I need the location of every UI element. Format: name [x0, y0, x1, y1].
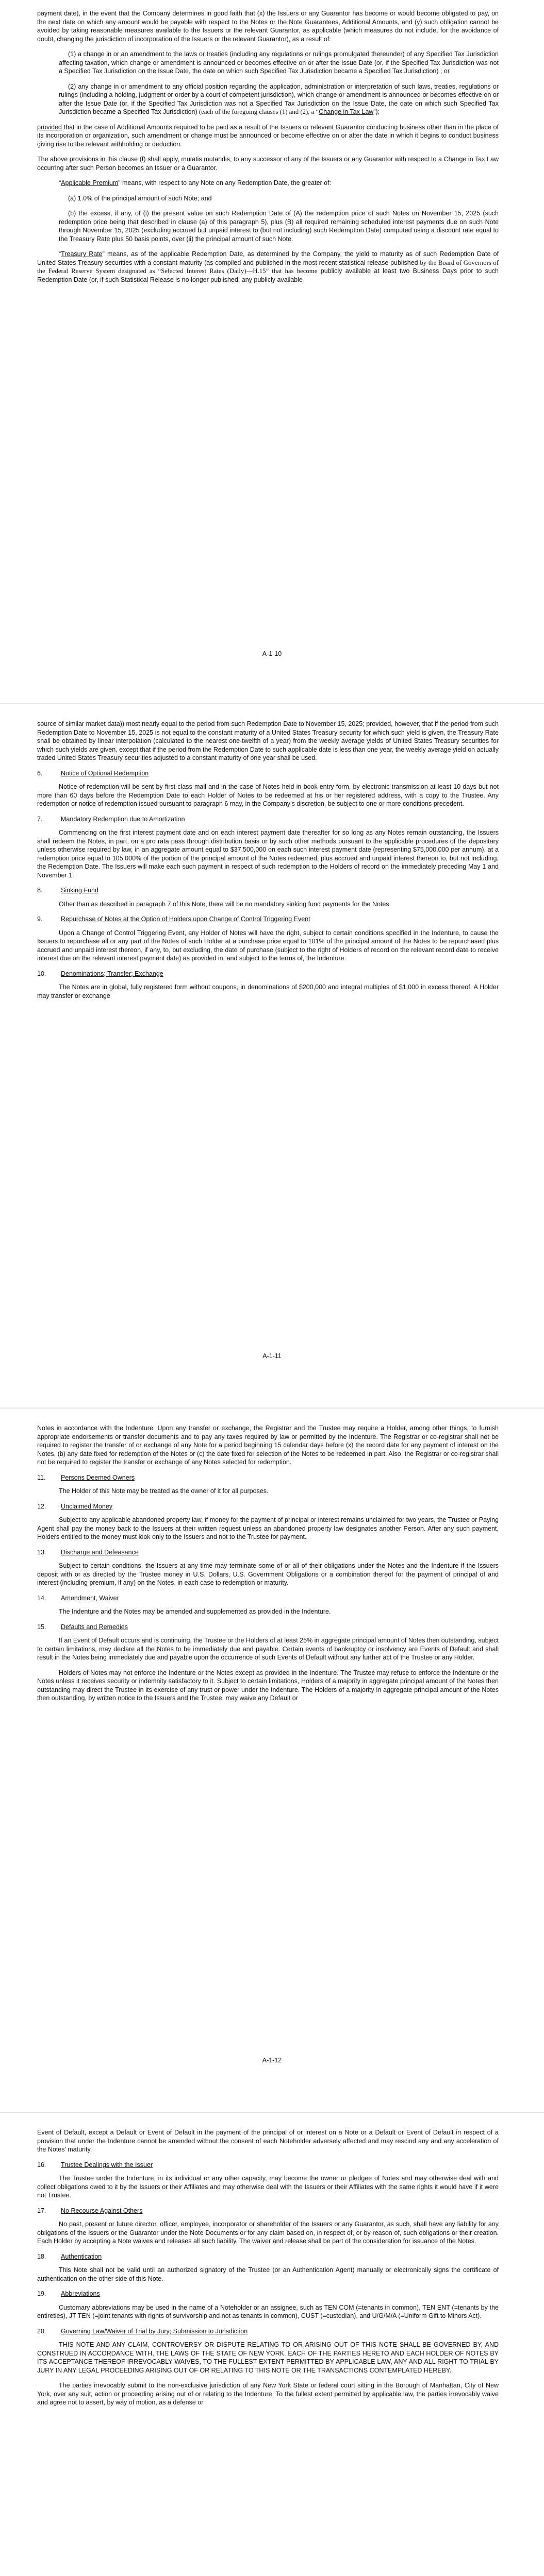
- quote-open: “: [59, 250, 61, 258]
- section-14-body: The Indenture and the Notes may be amended and supplemented as provided in the Indenture.: [59, 1608, 331, 1615]
- section-number: 9.: [37, 916, 43, 923]
- paragraph-provided: [37, 123, 499, 149]
- section-title: Discharge and Defeasance: [61, 1548, 139, 1556]
- paragraph-above-provisions: The above provisions in this clause (f) shall apply, mutatis mutandis, to any successor of any of the Issuers or any Guarantor with respect to a Change in Tax Law occurring after such Person becomes an Issuer or a Guarantor.: [37, 156, 499, 172]
- section-16-body: The Trustee under the Indenture, in its individual or any other capacity, may become the owner or pledgee of Notes and may otherwise deal with and collect obligations owed to it by the Issuers or their Affiliates and may otherwise deal with the Issuers or their Affiliates with the same rights it would have if it were not Trustee.: [37, 2175, 499, 2199]
- quote-open: “: [59, 179, 61, 187]
- section-18-body: This Note shall not be valid until an authorized signatory of the Trustee (or an Authentication Agent) manually or electronically signs the certificate of authentication on the other side of this Note.: [37, 2266, 499, 2282]
- section-number: 17.: [37, 2207, 46, 2214]
- section-heading-15: [37, 1623, 499, 1632]
- section-number: 10.: [37, 970, 46, 977]
- provided-text: that in the case of Additional Amounts required to be paid as a result of the Issuers or relevant Guarantor conducting business other than in the place of its incorporation or organization, such amendment or change must be announced or become effective on or after the date in which it begins to conduct business giving rise to the relevant withholding or deduction.: [37, 123, 499, 148]
- section-heading-17: [37, 2207, 499, 2215]
- section-heading-8: [37, 886, 499, 895]
- paragraph-event-of-default: Event of Default, except a Default or Event of Default in the payment of the principal of or interest on a Note or a Default or Event of Default in respect of a provision that under the Indenture cannot be amended without the consent of each Noteholder adversely affected and may rescind any and any acceleration of the Notes’ maturity.: [37, 2129, 499, 2153]
- clause-2: [37, 82, 499, 116]
- section-heading-10: [37, 970, 499, 978]
- section-title: Mandatory Redemption due to Amortization: [61, 815, 185, 823]
- section-heading-11: [37, 1473, 499, 1482]
- section-title: Authentication: [61, 2252, 102, 2260]
- section-title: Defaults and Remedies: [61, 1623, 128, 1631]
- section-9-body: Upon a Change of Control Triggering Event, any Holder of Notes will have the right, subject to certain conditions specified in the Indenture, to cause the Issuers to repurchase all or any part of the Notes of such Holder at a purchase price equal to 101% of the principal amount of the Notes to be repurchased plus accrued and unpaid interest thereon, if any, to, but excluding, the date of purchase (subject to the right of Holders of record on the relevant record date to receive interest due on the relevant interest payment date) as provided in, and subject to the terms of, the Indenture.: [37, 929, 499, 962]
- section-number: 15.: [37, 1623, 46, 1631]
- section-13-body: Subject to certain conditions, the Issuers at any time may terminate some of or all of their obligations under the Notes and the Indenture if the Issuers deposit with or as directed by the Trustee money in U.S. Dollars, U.S. Government Obligations or a combination thereof for the payment of principal of and interest (including premium, if any) on the Notes, in each case to redemption or maturity.: [37, 1562, 499, 1586]
- paragraph-source: source of similar market data)) most nearly equal to the period from such Redemption Date to November 15, 2025; provided, however, that if the period from such Redemption Date to November 15, 2025 is not equal to the constant maturity of a United States Treasury security for which such yield is given, the Treasury Rate shall be obtained by linear interpolation (calculated to the nearest one-twelfth of a year) from the weekly average yields of United States Treasury securities for which such yields are given, except that if the period from the Redemption Date to such applicable date is less than one year, the weekly average yield on actually traded United States Treasury securities adjusted to a constant maturity of one year shall be used.: [37, 720, 499, 761]
- section-heading-13: [37, 1548, 499, 1557]
- defined-term-treasury-rate: Treasury Rate: [61, 250, 103, 258]
- page-number: A-1-12: [262, 2057, 282, 2064]
- section-heading-20: [37, 2327, 499, 2336]
- paragraph-intro: payment date), in the event that the Company determines in good faith that (x) the Issuers or any Guarantor has become or would become obligated to pay, on the next date on which any amount would be payable with respect to the Notes or the Note Guarantees, Additional Amounts, and (y) such obligation cannot be avoided by taking reasonable measures available to the Issuers or the relevant Guarantor, as applicable (which measures do not include, for the avoidance of doubt, changing the jurisdiction of incorporation of the Issuers or the relevant Guarantor), as a result of:: [37, 10, 499, 43]
- provided-term: provided: [37, 123, 62, 131]
- section-11-body: The Holder of this Note may be treated as the owner of it for all purposes.: [59, 1487, 269, 1495]
- section-heading-9: [37, 915, 499, 924]
- defined-term-change-in-tax-law: Change in Tax Law: [319, 108, 374, 115]
- clause-a: (a) 1.0% of the principal amount of such Note; and: [68, 194, 212, 202]
- section-number: 7.: [37, 815, 43, 823]
- section-19-body: Customary abbreviations may be used in the name of a Noteholder or an assignee, such as TEN COM (=tenants in common), TEN ENT (=tenants by the entireties), JT TEN (=joint tenants with rights of survivorship and not as tenants in common), CUST (=custodian), and U/G/M/A (=Uniform Gift to Minors Act).: [37, 2303, 499, 2319]
- section-number: 16.: [37, 2161, 46, 2168]
- page-body: [37, 2128, 499, 2414]
- section-15-body-2: Holders of Notes may not enforce the Indenture or the Notes except as provided in the Indenture. The Trustee may refuse to enforce the Indenture or the Notes unless it receives security or indemnity satisfactory to it. Subject to certain limitations, Holders of a majority in aggregate principal amount of the Notes then outstanding may direct the Trustee in its exercise of any trust or power under the Indenture. The Holders of a majority in aggregate principal amount of the Notes then outstanding, by written notice to the Issuers and the Trustee, may waive any Default or: [37, 1669, 499, 1702]
- section-7-body: Commencing on the first interest payment date and on each interest payment date thereafter for so long as any Notes remain outstanding, the Issuers shall redeem the Notes, in part, on a pro rata pass through distribution basis or by such other methods pursuant to the applicable procedures of the depositary unless otherwise required by law, in an aggregate amount equal to $37,500,000 on each such interest payment date (representing $75,000,000 per annum), at a redemption price equal to 105.000% of the portion of the principal amount of the Notes redeemed, plus accrued and unpaid interest thereon to, but not including, the Redemption Date. The Issuers will make each such payment in respect of such redemption to the Holders of record on the immediately preceding May 1 and November 1.: [37, 829, 499, 879]
- section-number: 12.: [37, 1502, 46, 1510]
- section-title: Trustee Dealings with the Issuer: [61, 2161, 153, 2168]
- page-number: A-1-10: [262, 650, 282, 657]
- section-number: 8.: [37, 887, 43, 894]
- section-title: Unclaimed Money: [61, 1502, 113, 1510]
- section-number: 19.: [37, 2290, 46, 2297]
- definition-applicable-premium: [37, 179, 499, 188]
- section-20-body-1: THIS NOTE AND ANY CLAIM, CONTROVERSY OR DISPUTE RELATING TO OR ARISING OUT OF THIS NOTE SHALL BE GOVERNED BY, AND CONSTRUED IN ACCORDANCE WITH, THE LAWS OF THE STATE OF NEW YORK. EACH OF THE PARTIES HERETO AND EACH HOLDER OF NOTES BY ITS ACCEPTANCE THEREOF IRREVOCABLY WAIVES, TO THE FULLEST EXTENT PERMITTED BY APPLICABLE LAW, ANY AND ALL RIGHT TO TRIAL BY JURY IN ANY LEGAL PROCEEDING ARISING OUT OF OR RELATING TO THIS NOTE OR THE TRANSACTIONS CONTEMPLATED HEREBY.: [37, 2341, 499, 2374]
- definition-inline-serif: by the Board of Governors of the Federal Reserve System designated as “Selected Interest Rates (Daily)—H.15” that has become: [37, 259, 499, 275]
- clause-b: (b) the excess, if any, of (i) the present value on such Redemption Date of (A) the redemption price of such Notes on November 15, 2025 (such redemption price being that described in clause (a) of this paragraph 5), plus (B) all required remaining scheduled interest payments due on such Note through November 15, 2025 (excluding accrued but unpaid interest to (but not including) such Redemption Date) computed using a discount rate equal to the Treasury Rate plus 50 basis points, over (ii) the principal amount of such Note.: [59, 210, 499, 243]
- section-title: Amendment, Waiver: [61, 1594, 119, 1602]
- section-number: 18.: [37, 2252, 46, 2260]
- section-title: Abbreviations: [61, 2290, 100, 2297]
- page-number: A-1-11: [262, 1352, 282, 1360]
- clause-1: (1) a change in or an amendment to the laws or treaties (including any regulations or rulings promulgated thereunder) of any Specified Tax Jurisdiction affecting taxation, which change or amendment is announced or becomes effective on or after the Issue Date (or, if the Specified Tax Jurisdiction was not a Specified Tax Jurisdiction on the Issue Date, the date on which such Specified Tax Jurisdiction became a Specified Tax Jurisdiction) ; or: [59, 50, 499, 75]
- page-body: [37, 1424, 499, 1709]
- section-title: No Recourse Against Others: [61, 2207, 143, 2214]
- page-a-1-10: [0, 0, 544, 703]
- section-number: 11.: [37, 1473, 46, 1481]
- definition-text-end: publicly available at least two Business Days prior to such Redemption Date (or, if such Statistical Release is no longer published, any publicly available: [37, 267, 499, 283]
- section-number: 13.: [37, 1548, 46, 1556]
- page-body: [37, 720, 499, 1007]
- section-title: Denominations; Transfer; Exchange: [61, 970, 163, 977]
- section-17-body: No past, present or future director, officer, employee, incorporator or shareholder of the Issuers or any Guarantor, as such, shall have any liability for any obligations of the Issuers or the Guarantor under the Note Documents or for any claim based on, in respect of, or by reason of, such obligations or their creation. Each Holder by accepting a Note waives and releases all such liability. The waiver and release shall be part of the consideration for issuance of the Notes.: [37, 2221, 499, 2245]
- page-a-1-13: [0, 2113, 544, 2576]
- section-heading-19: [37, 2290, 499, 2298]
- section-heading-7: [37, 815, 499, 824]
- paragraph-notes-transfer: Notes in accordance with the Indenture. Upon any transfer or exchange, the Registrar and the Trustee may require a Holder, among other things, to furnish appropriate endorsements or transfer documents and to pay any taxes required by law or permitted by the Indenture. The Registrar or co-registrar shall not be required to register the transfer of or exchange of any Note for a period beginning 15 calendar days before (x) the record date for any payment of interest on the Notes, (b) any date fixed for redemption of the Notes or (c) the date fixed for selection of the Notes to be redeemed in part. Also, the Registrar or co-registrar shall not be required to register the transfer or exchange of any Notes selected for redemption.: [37, 1425, 499, 1466]
- section-20-body-2: The parties irrevocably submit to the non-exclusive jurisdiction of any New York State or federal court sitting in the Borough of Manhattan, City of New York, over any suit, action or proceeding arising out of or relating to the Indenture. To the fullest extent permitted by applicable law, the parties irrevocably waive and agree not to assert, by way of motion, as a defense or: [37, 2382, 499, 2406]
- definition-text: ” means, with respect to any Note on any Redemption Date, the greater of:: [118, 179, 332, 187]
- section-title: Governing Law/Waiver of Trial by Jury; Submission to Jurisdiction: [61, 2327, 248, 2335]
- section-number: 6.: [37, 769, 43, 777]
- definition-treasury-rate: [37, 250, 499, 284]
- section-heading-12: [37, 1502, 499, 1511]
- section-heading-16: [37, 2161, 499, 2170]
- clause-2-close: ”);: [373, 108, 380, 115]
- section-8-body: Other than as described in paragraph 7 of this Note, there will be no mandatory sinking fund payments for the Notes.: [59, 900, 391, 908]
- section-12-body: Subject to any applicable abandoned property law, if money for the payment of principal or interest remains unclaimed for two years, the Trustee or Paying Agent shall pay the money back to the Issuers at their written request unless an abandoned property law designates another Person. After any such payment, Holders entitled to the money must look only to the Issuers and not to the Trustee for payment.: [37, 1516, 499, 1540]
- section-number: 14.: [37, 1594, 46, 1602]
- section-number: 20.: [37, 2327, 46, 2335]
- section-15-body-1: If an Event of Default occurs and is continuing, the Trustee or the Holders of at least 25% in aggregate principal amount of Notes then outstanding, subject to certain limitations, may declare all the Notes to be immediately due and payable. Certain events of bankruptcy or insolvency are Events of Default and shall result in the Notes being immediately due and payable upon the occurrence of such Events of Default without any further act of the Trustee or any Holder.: [37, 1637, 499, 1661]
- section-title: Notice of Optional Redemption: [61, 769, 149, 777]
- section-heading-18: [37, 2252, 499, 2261]
- page-a-1-11: [0, 704, 544, 1408]
- section-title: Sinking Fund: [61, 887, 98, 894]
- section-title: Repurchase of Notes at the Option of Holders upon Change of Control Triggering Event: [61, 916, 310, 923]
- definition-text: ” means, as of the applicable Redemption Date, as determined by the Company, the yield to maturity as of such Redemption Date of United States Treasury securities with a constant maturity (as compiled and published in the most recent statistical release published: [37, 250, 499, 266]
- section-heading-14: [37, 1594, 499, 1603]
- clause-2-text: (2) any change in or amendment to any official position regarding the application, administration or interpretation of such laws, treaties, regulations or rulings (including a holding, judgment or order by a court of competent jurisdiction), which change or amendment is announced or becomes effective on or after the Issue Date (or, if the Specified Tax Jurisdiction was not a Specified Tax Jurisdiction on the Issue Date, the date on which such Specified Tax Jurisdiction became a Specified Tax Jurisdiction): [59, 82, 499, 115]
- section-6-body: Notice of redemption will be sent by first-class mail and in the case of Notes held in book-entry form, by electronic transmission at least 10 days but not more than 60 days before the Redemption Date to each Holder of Notes to be redeemed at his or her registered address, with a copy to the Trustee. Any redemption or notice of redemption issued pursuant to paragraph 6 may, in the Company’s discretion, be subject to one or more conditions precedent.: [37, 783, 499, 807]
- page-body: [37, 9, 499, 291]
- section-10-body: The Notes are in global, fully registered form without coupons, in denominations of $200,000 and integral multiples of $1,000 in excess thereof. A Holder may transfer or exchange: [37, 984, 499, 999]
- section-title: Persons Deemed Owners: [61, 1473, 135, 1481]
- defined-term-applicable-premium: Applicable Premium: [61, 179, 119, 187]
- page-a-1-12: [0, 1409, 544, 2112]
- section-heading-6: [37, 769, 499, 778]
- clause-2-inline: (each of the foregoing clauses (1) and (2), a “: [197, 108, 319, 115]
